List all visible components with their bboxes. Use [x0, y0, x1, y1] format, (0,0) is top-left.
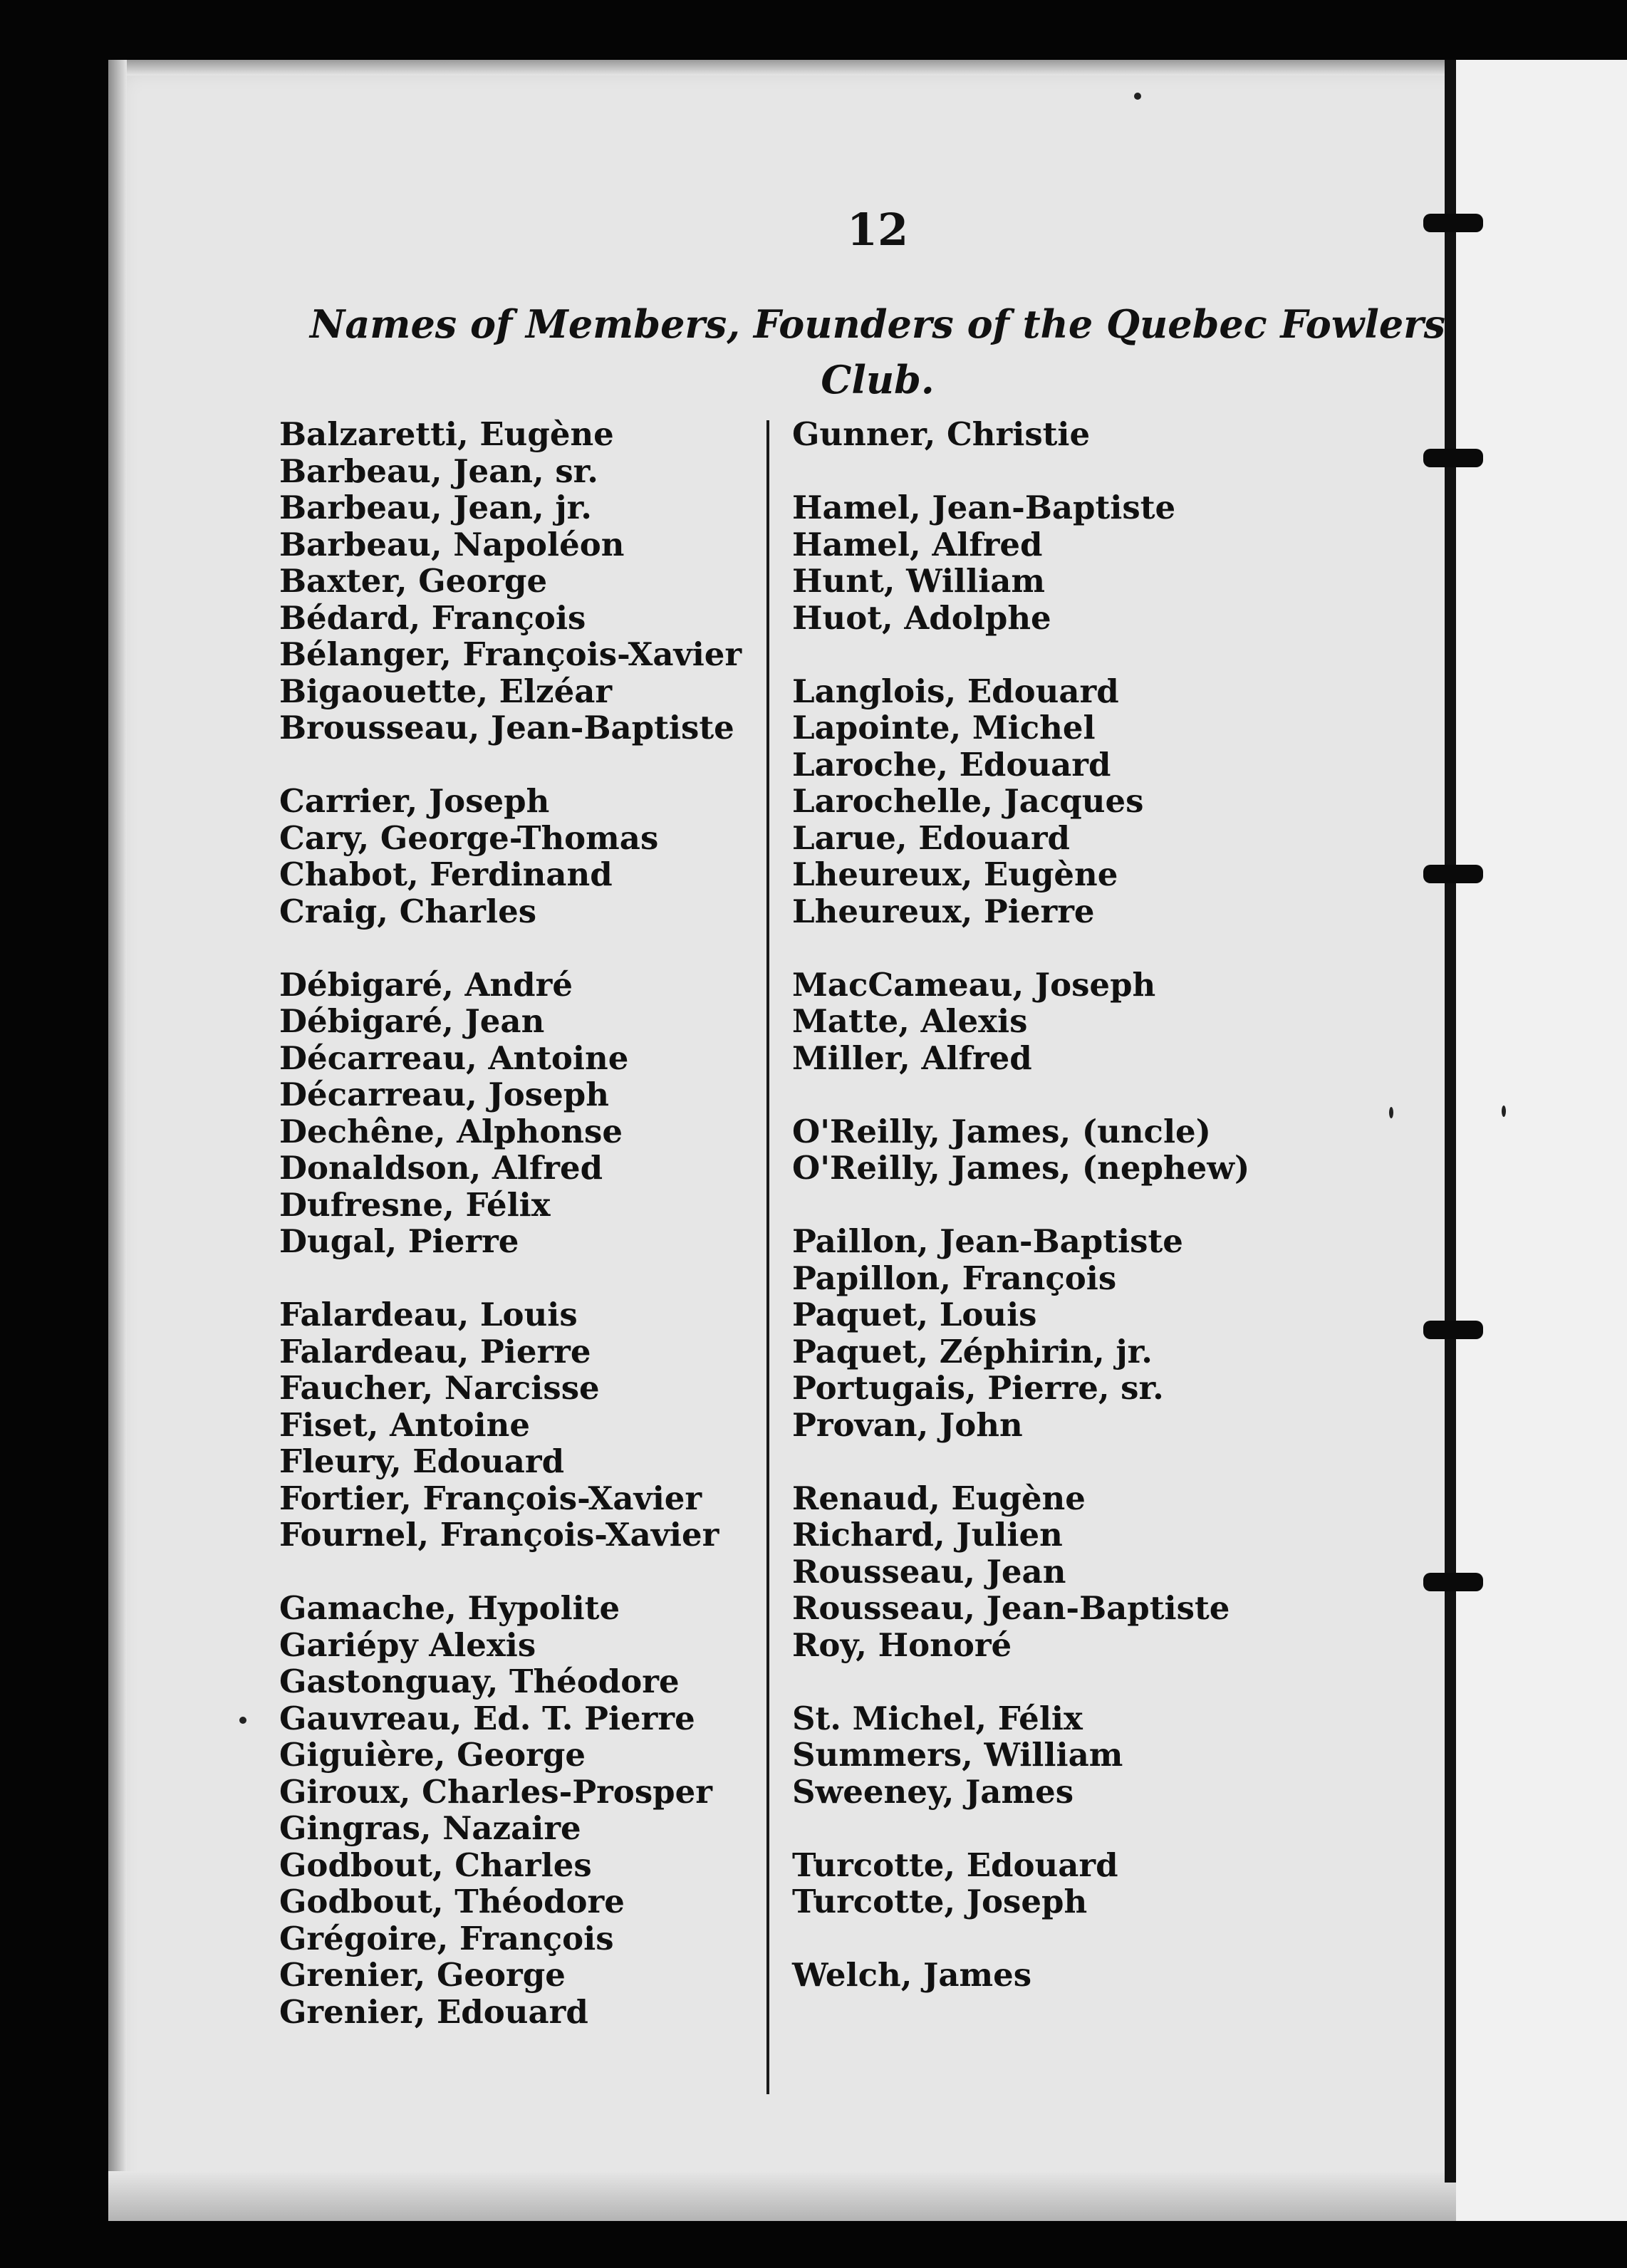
member-name: Gastonguay, Théodore	[279, 1663, 680, 1700]
member-name: Dufresne, Félix	[279, 1185, 551, 1224]
page-number: 12	[846, 204, 909, 256]
column-divider	[766, 420, 769, 2094]
member-name: Miller, Alfred	[792, 1039, 1032, 1077]
member-name: Bigaouette, Elzéar	[279, 672, 613, 710]
member-name: Fleury, Edouard	[279, 1442, 565, 1480]
member-name: Langlois, Edouard	[792, 672, 1119, 710]
member-name: Hamel, Jean-Baptiste	[792, 489, 1176, 526]
list-gap	[279, 747, 742, 784]
member-name: Richard, Julien	[792, 1516, 1063, 1554]
member-name: Welch, James	[792, 1956, 1032, 1994]
member-name: Fortier, François-Xavier	[279, 1479, 702, 1517]
member-name: O'Reilly, James, (nephew)	[792, 1149, 1250, 1187]
facing-page-strip	[1456, 60, 1627, 2221]
member-name: Godbout, Charles	[279, 1846, 592, 1884]
list-gap	[792, 1443, 1249, 1480]
ink-speck	[239, 1717, 246, 1724]
member-name: Matte, Alexis	[792, 1002, 1028, 1040]
member-name: Barbeau, Napoléon	[279, 525, 625, 563]
member-name: Gingras, Nazaire	[279, 1809, 581, 1847]
binding-stitch	[1423, 865, 1483, 883]
member-name: Lheureux, Pierre	[792, 892, 1095, 930]
member-name: Papillon, François	[792, 1259, 1117, 1297]
list-gap	[792, 453, 1249, 490]
ink-speck	[1134, 93, 1141, 100]
member-name: Bédard, François	[279, 598, 586, 637]
member-name: Huot, Adolphe	[792, 598, 1051, 637]
member-name: Faucher, Narcisse	[279, 1369, 600, 1407]
member-name: Débigaré, Jean	[279, 1002, 545, 1040]
list-gap	[792, 1663, 1249, 1700]
page-heading	[279, 296, 1476, 407]
member-name: Bélanger, François-Xavier	[279, 635, 742, 673]
member-name: Décarreau, Joseph	[279, 1076, 609, 1113]
member-name: Gunner, Christie	[792, 415, 1091, 453]
heading-line-1: Names of Members, Founders of the Quebec Fowlers	[309, 301, 1446, 347]
ink-speck	[1389, 1107, 1393, 1118]
member-name: Sweeney, James	[792, 1772, 1074, 1811]
member-name: Turcotte, Edouard	[792, 1846, 1118, 1884]
member-name: Gamache, Hypolite	[279, 1589, 620, 1627]
member-name: Godbout, Théodore	[279, 1883, 625, 1920]
member-name: Paillon, Jean-Baptiste	[792, 1222, 1183, 1260]
member-name: Baxter, George	[279, 562, 548, 600]
member-name: Larochelle, Jacques	[792, 782, 1144, 820]
member-name: Barbeau, Jean, sr.	[279, 452, 598, 490]
member-name: Larue, Edouard	[792, 818, 1071, 857]
member-name: Fiset, Antoine	[279, 1405, 531, 1444]
member-name: Turcotte, Joseph	[792, 1883, 1088, 1920]
member-name: Portugais, Pierre, sr.	[792, 1369, 1164, 1407]
member-name: Lheureux, Eugène	[792, 855, 1118, 893]
member-name: Paquet, Louis	[792, 1296, 1037, 1333]
list-gap	[792, 1076, 1249, 1113]
member-name: O'Reilly, James, (uncle)	[792, 1112, 1211, 1150]
member-name: Hunt, William	[792, 562, 1045, 600]
member-name: Donaldson, Alfred	[279, 1149, 603, 1187]
member-name: Summers, William	[792, 1736, 1123, 1774]
member-name: Balzaretti, Eugène	[279, 415, 614, 453]
list-gap	[792, 930, 1249, 967]
page-edge-bottom	[108, 2171, 1627, 2221]
member-name: Gariépy Alexis	[279, 1625, 536, 1664]
scanned-page	[108, 60, 1627, 2221]
members-list-right	[792, 416, 1249, 1994]
member-name: Rousseau, Jean-Baptiste	[792, 1589, 1230, 1627]
member-name: MacCameau, Joseph	[792, 965, 1156, 1004]
page-edge-top	[108, 60, 1627, 76]
member-name: Laroche, Edouard	[792, 745, 1111, 784]
member-name: Grégoire, François	[279, 1919, 614, 1957]
member-name: St. Michel, Félix	[792, 1699, 1083, 1737]
list-gap	[792, 1187, 1249, 1224]
list-gap	[279, 930, 742, 967]
member-name: Chabot, Ferdinand	[279, 855, 613, 893]
binding-stitch	[1423, 1573, 1483, 1591]
heading-line-2: Club.	[821, 357, 935, 402]
member-name: Falardeau, Louis	[279, 1296, 578, 1333]
member-name: Roy, Honoré	[792, 1625, 1012, 1664]
member-name: Barbeau, Jean, jr.	[279, 489, 592, 526]
page-edge-left	[108, 60, 127, 2221]
member-name: Dechêne, Alphonse	[279, 1112, 623, 1150]
member-name: Paquet, Zéphirin, jr.	[792, 1332, 1153, 1370]
member-name: Grenier, Edouard	[279, 1992, 588, 2031]
member-name: Provan, John	[792, 1405, 1023, 1444]
member-name: Renaud, Eugène	[792, 1479, 1086, 1517]
binding-stitch	[1423, 1321, 1483, 1339]
ink-speck	[1502, 1106, 1506, 1117]
member-name: Cary, George-Thomas	[279, 818, 659, 857]
list-gap	[279, 1554, 742, 1591]
members-list-left	[279, 416, 742, 2030]
member-name: Fournel, François-Xavier	[279, 1516, 719, 1554]
list-gap	[792, 1920, 1249, 1957]
binding-stitch	[1423, 214, 1483, 232]
member-name: Hamel, Alfred	[792, 525, 1043, 563]
member-name: Giguière, George	[279, 1736, 586, 1774]
member-name: Carrier, Joseph	[279, 782, 550, 820]
list-gap	[279, 1260, 742, 1297]
member-name: Décarreau, Antoine	[279, 1039, 629, 1077]
member-name: Grenier, George	[279, 1956, 566, 1994]
member-name: Giroux, Charles-Prosper	[279, 1772, 712, 1811]
member-name: Gauvreau, Ed. T. Pierre	[279, 1699, 695, 1737]
member-name: Falardeau, Pierre	[279, 1332, 591, 1370]
member-name: Rousseau, Jean	[792, 1552, 1066, 1591]
list-gap	[792, 1810, 1249, 1847]
binding-stitch	[1423, 449, 1483, 467]
member-name: Lapointe, Michel	[792, 709, 1096, 747]
list-gap	[792, 636, 1249, 673]
member-name: Débigaré, André	[279, 965, 573, 1004]
member-name: Brousseau, Jean-Baptiste	[279, 709, 734, 747]
member-name: Craig, Charles	[279, 892, 537, 930]
member-name: Dugal, Pierre	[279, 1222, 519, 1260]
